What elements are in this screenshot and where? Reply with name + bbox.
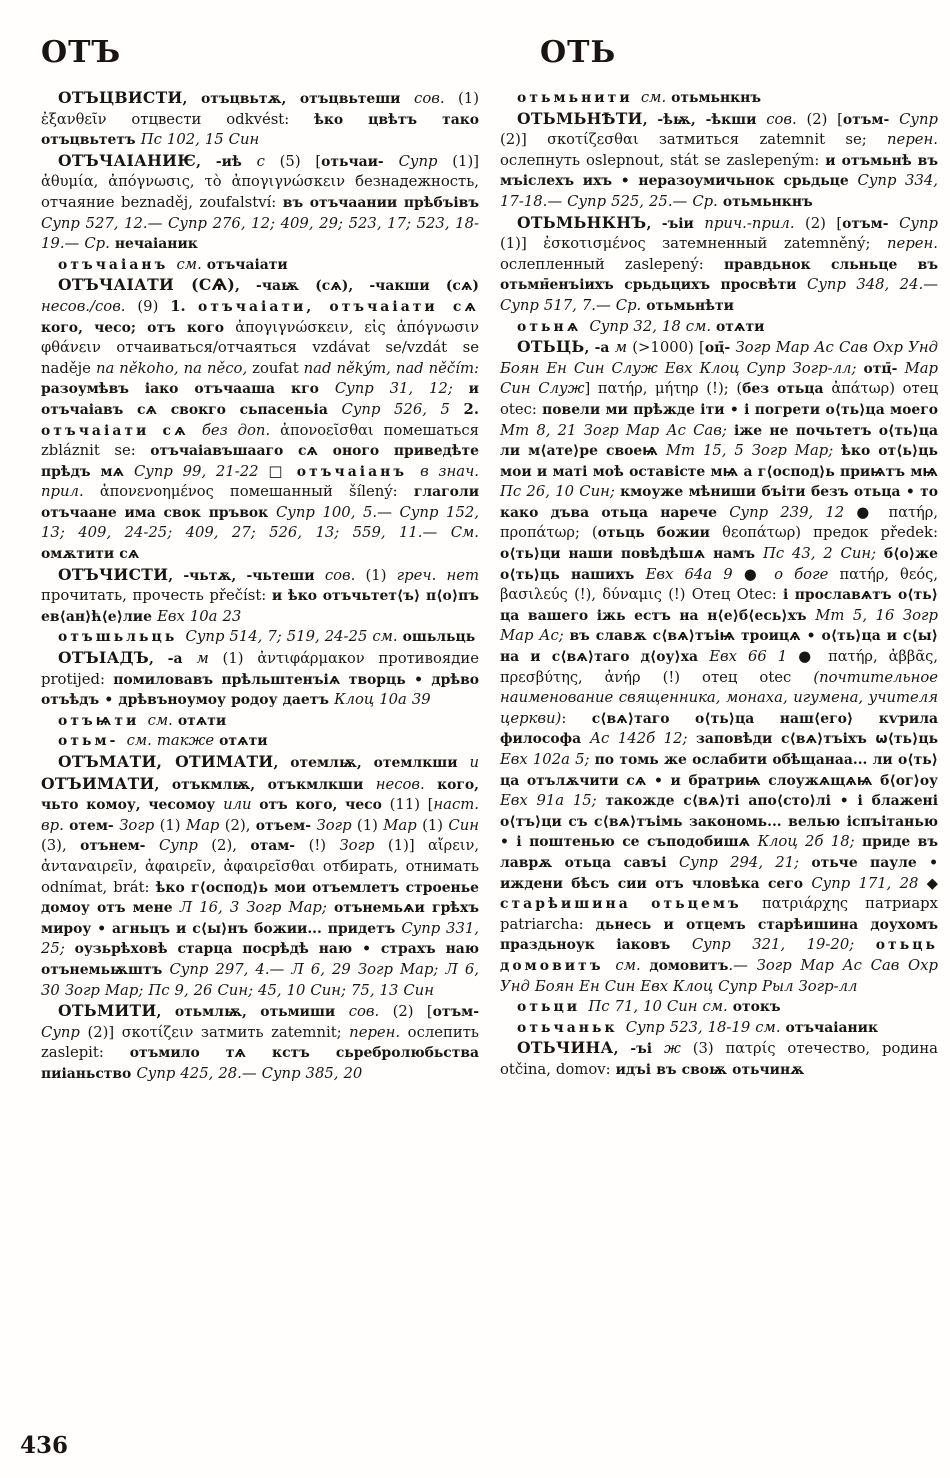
ocs-citation-text: , -а xyxy=(584,340,615,357)
ocs-citation-text: отъчаіати xyxy=(206,256,288,273)
ocs-citation-text: , отьмлѭ, отьмиши xyxy=(156,1004,349,1021)
running-head-right: ОТЬ xyxy=(540,35,617,70)
ocs-citation-text: разоумѣвъ іако отъчааша кго xyxy=(41,381,335,398)
ocs-citation-text: отъмило тѧ кстъ сьребролюбьства пиіаньство xyxy=(41,1045,479,1082)
greek-gloss: θεοπάτωρ xyxy=(722,524,796,542)
dictionary-entry xyxy=(500,213,938,317)
two-column-layout xyxy=(41,34,938,1085)
ocs-citation-text: помиловавъ прѣльштенъіѧ творць • дрѣво отъѣдъ • дрѣвъноумоу родоу даетъ xyxy=(41,671,480,709)
ocs-citation-text: приде въ лаврѫ отьца савъі xyxy=(500,834,938,871)
headword: ОТЪІАДЪ xyxy=(58,648,149,668)
ocs-citation-text: , -ъі xyxy=(613,1041,665,1058)
italic-label: см. xyxy=(615,956,650,974)
italic-label: см. xyxy=(147,711,178,729)
ocs-citation-text: , -иѣ xyxy=(196,153,257,170)
ocs-crossref-word: отьць домовитъ xyxy=(500,937,938,974)
roman-text: zoufat xyxy=(252,359,304,377)
roman-text: ослепленный zaslepený: xyxy=(500,255,724,273)
roman-text: ) отец otec: xyxy=(500,380,939,418)
italic-label: Зогр xyxy=(119,816,160,834)
greek-gloss: πατήρ, προπάτωρ; xyxy=(500,503,938,542)
ocs-citation-text: и ѣко отъчьтет⟨ъ⟩ п⟨о⟩пъ ев⟨ан⟩ћ⟨е⟩лие xyxy=(41,588,479,625)
roman-text: прочитать, прочесть přečíst: xyxy=(41,587,272,605)
roman-text: ] xyxy=(584,380,598,398)
roman-text: помешанный šílený: xyxy=(229,483,414,501)
roman-text: противоядие protijed: xyxy=(41,650,479,688)
dictionary-entry xyxy=(41,648,479,711)
sense-number: 2. xyxy=(463,400,479,418)
headword: ОТЪЧАІАНИѤ xyxy=(58,150,197,170)
roman-text: (2) [ xyxy=(806,110,843,128)
ocs-citation-text: , -ѣѭ, -ѣкши xyxy=(642,111,767,128)
ocs-citation-text: отънем- xyxy=(80,838,159,855)
italic-label: Мт 15, 5 Зогр Мар; xyxy=(665,442,842,460)
italic-label: и xyxy=(469,754,480,771)
roman-text: ослепнуть oslepnout, stát se zaslepeným: xyxy=(500,151,826,169)
roman-text: (2) [ xyxy=(392,1003,433,1021)
roman-text: затемненный zatemněný; xyxy=(662,235,888,253)
ocs-citation-text: отъчаіаник xyxy=(785,1019,879,1036)
ocs-citation-text: въ славѫ с⟨вѧ⟩тъіѩ троицѧ • о⟨ть⟩ца и с⟨ы⟩на и с⟨вѧ⟩таго д⟨оу⟩ха xyxy=(500,628,938,666)
ocs-citation-text: и отъмьнѣ въ мъіслехъ ихъ • неразоумичьнок срьдьце xyxy=(500,152,938,190)
greek-gloss: ἀπονοεῖσθαι xyxy=(280,421,384,439)
headword: ОТЪЧИСТИ xyxy=(58,564,169,584)
greek-gloss: ἐξανθεῖν xyxy=(41,110,132,128)
ocs-citation-text: въ отъчаании прѣбъівъ xyxy=(282,194,479,211)
headword: ОТЬМЬНѢТИ xyxy=(517,108,643,128)
cross-reference-entry xyxy=(500,88,938,109)
italic-label: na někoho, na něco, xyxy=(95,359,253,377)
ocs-citation-text: омѫтити сѧ xyxy=(41,546,140,563)
italic-label: м xyxy=(196,650,223,668)
italic-label: Мт 5, 16 Зогр Мар Ас; xyxy=(500,606,938,645)
ocs-citation-text: такожде с⟨вѧ⟩ті апо⟨сто⟩лі • і блажені о⟨тъ⟩ци съ с⟨вѧ⟩тъімь закономь... велью іспъітанью • і поштенью се съподобишѧ xyxy=(500,793,938,851)
italic-label: о боге xyxy=(774,565,840,583)
greek-gloss: πατήρ, μήτηρ xyxy=(597,380,707,398)
roman-text: (1) xyxy=(365,566,397,584)
roman-text: ◆ xyxy=(926,874,938,892)
italic-label: Супр 100, 5.— Супр 152, 13; 409, 24-25; 409, 27; 526, 13; 559, 11.— См. xyxy=(41,503,479,542)
italic-label: сов. xyxy=(766,110,807,128)
ocs-citation-text: домовитъ xyxy=(649,957,729,974)
roman-text: (1)] xyxy=(500,235,544,253)
ocs-citation-text: отѧти xyxy=(716,318,765,335)
greek-gloss: πατριάρχης xyxy=(762,895,866,913)
greek-gloss: ἀπάτωρ xyxy=(831,380,890,398)
italic-label: в знач. прил. xyxy=(41,462,479,501)
italic-label: Зогр Мар Ас Сав Охр Унд Боян Ен Син Служ Евх Клоц Супр Зогр-лл; xyxy=(500,339,938,377)
cross-reference-entry xyxy=(500,317,938,338)
ocs-citation-text: кмоуже мѣниши бъіти безъ отьца • то како дъва отьца нарече xyxy=(500,484,938,521)
left-column xyxy=(41,34,479,1085)
ocs-crossref-word: отьмьнити xyxy=(517,90,641,106)
ocs-citation-text: отъм- xyxy=(432,1004,480,1021)
italic-label: Клоц 2б 18; xyxy=(757,833,862,851)
italic-label: Пс 102, 15 Син xyxy=(140,131,260,149)
headword: ОТЪМАТИ, ОТИМАТИ xyxy=(58,752,274,771)
roman-text: □ xyxy=(268,462,297,480)
italic-label: Супр xyxy=(899,110,938,128)
roman-text: (11) [ xyxy=(389,796,434,814)
ocs-citation-text: отьчаи- xyxy=(321,153,399,170)
ocs-citation-text: идъі въ своѭ отьчинѫ xyxy=(615,1061,805,1078)
italic-label: см. xyxy=(640,89,672,106)
italic-label: перен. xyxy=(887,131,938,149)
ocs-crossref-word: отъчаіати сѧ xyxy=(41,422,202,439)
roman-text: (2) [ xyxy=(804,214,843,232)
ocs-citation-text: отокъ xyxy=(732,999,781,1016)
roman-text: (1) xyxy=(356,816,384,834)
roman-text: отцвести odkvést: xyxy=(131,110,315,128)
italic-label: несов./сов. xyxy=(41,297,138,315)
roman-text: ( xyxy=(591,524,598,542)
headword: ОТЪИМАТИ xyxy=(41,773,155,793)
ocs-citation-text: отъем- xyxy=(255,817,317,834)
italic-label: прич.-прил. xyxy=(704,214,805,232)
roman-text: (1)] xyxy=(387,837,429,855)
greek-gloss: ἀντιφάρμακον xyxy=(257,650,379,668)
italic-label: Пс 43, 2 Син; xyxy=(762,545,884,563)
italic-label: Евх 64а 9 xyxy=(645,565,744,583)
ocs-citation-text: правдьнок сльньце въ отьмн̄енъіихъ срьдьцихъ просвѣти xyxy=(500,256,938,294)
ocs-citation-text: отѧти xyxy=(177,712,227,729)
ocs-citation-text: отъ кого, чесо xyxy=(259,797,390,814)
roman-text: отбирать, отнимать odnímat, brát: xyxy=(41,857,479,896)
roman-text: ) предок předek: xyxy=(795,524,938,542)
ocs-citation-text: отъм- xyxy=(842,111,900,128)
roman-text: Отец Otec: xyxy=(691,586,783,604)
ocs-crossref-word: отъѩти xyxy=(58,712,148,729)
cross-reference-entry xyxy=(41,627,479,648)
ocs-citation-text: с⟨вѧ⟩таго о⟨ть⟩ца наш⟨его⟩ кѵрила философа xyxy=(500,710,938,748)
ocs-citation-text: заповѣди с⟨вѧ⟩тъіхъ ѡ⟨ть⟩ць xyxy=(696,731,939,748)
ocs-citation-text: ѣко от⟨ь⟩ць мои и маті моѣ оставісте мѩ а г⟨оспод⟩ь приѩтъ мѩ xyxy=(500,443,938,480)
roman-text: (5) [ xyxy=(279,152,322,170)
italic-label: см. также xyxy=(126,732,220,750)
ocs-citation-text: дьнесь и отцемъ старѣишина доухомъ праздьноук іаковъ xyxy=(500,916,938,954)
roman-text: (1) xyxy=(222,650,258,668)
italic-label: Супр 331, 25; xyxy=(41,919,479,958)
ocs-citation-text: отѧти xyxy=(219,733,268,750)
roman-text: (1) xyxy=(458,90,479,107)
ocs-citation-text: іже не почьтетъ о⟨ть⟩ца ли м⟨ате⟩ре своеѩ xyxy=(500,422,938,460)
greek-gloss: πατήρ, θεός, βασιλεύς (!), δύναμις (!) xyxy=(500,565,938,604)
ocs-crossref-word: отьци xyxy=(517,999,589,1016)
ocs-citation-text: кого, чьто комоу, чесомоу xyxy=(41,776,479,814)
italic-label: Супр 294, 21; xyxy=(678,853,812,871)
ocs-citation-text: ѣко г⟨оспод⟩ь мои отъемлетъ строенье домоу отъ мене xyxy=(41,879,479,917)
ocs-citation-text: і прославѧтъ о⟨ть⟩ца вашего іжь естъ на н⟨е⟩б⟨есь⟩хъ xyxy=(500,587,938,624)
ocs-citation-text: отъчаіавъшааго сѧ оного приведѣте прѣдъ мѧ xyxy=(41,443,479,480)
italic-label: Супр xyxy=(41,1023,88,1041)
ocs-citation-text: повели ми прѣжде іти • і погрети о⟨ть⟩ца моего xyxy=(542,401,938,418)
italic-label: Супр 425, 28.— Супр 385, 20 xyxy=(136,1064,363,1082)
italic-label: с xyxy=(256,152,280,170)
italic-label: Зогр xyxy=(316,816,357,834)
dictionary-entry xyxy=(500,1038,938,1080)
roman-text: затмить zatemnit; xyxy=(200,1023,350,1041)
ocs-citation-text: , -ъіи xyxy=(646,215,705,232)
greek-gloss: ἐσκοτισμένος xyxy=(543,235,663,253)
italic-label: Супр 239, 12 xyxy=(729,503,857,521)
roman-text: патриарх patriarcha: xyxy=(500,895,938,933)
roman-text: (1) xyxy=(159,816,186,834)
ocs-citation-text: отам- xyxy=(250,838,309,855)
ocs-citation-text: без отьца xyxy=(742,381,832,398)
greek-gloss: πατρίς xyxy=(725,1040,788,1058)
roman-text: (9) xyxy=(137,297,171,315)
ocs-citation-text: оузьрѣховѣ старца посрѣдѣ наю • страхъ наю отънемьѭштъ xyxy=(41,941,479,978)
italic-label: см. xyxy=(176,255,207,273)
italic-label: Евх 10а 23 xyxy=(157,607,242,625)
italic-label: перен. xyxy=(349,1023,408,1041)
left-column-entries xyxy=(41,88,479,1085)
roman-text: (!) отец otec xyxy=(662,668,814,686)
italic-label: Мар Син Служ xyxy=(500,359,939,398)
italic-label: Супр 31, 12; xyxy=(334,380,469,398)
italic-label: (почтительное наименование священника, монаха, игумена, учителя церкви) xyxy=(500,668,938,727)
italic-label: Мт 8, 21 Зогр Мар Ас Сав; xyxy=(500,421,734,439)
ocs-crossref-word: отъшьльць xyxy=(58,629,186,646)
italic-label: Евх 91а 15; xyxy=(500,792,606,810)
ocs-citation-text: отъм- xyxy=(842,215,900,232)
italic-label: без доп. xyxy=(201,421,281,439)
italic-label: Супр 527, 12.— Супр 276, 12; 409, 29; 523, 17; 523, 18-19.— Ср. xyxy=(41,214,479,253)
italic-label: Син xyxy=(448,816,479,834)
italic-label: греч. нет xyxy=(396,566,479,584)
roman-text: (3), xyxy=(41,837,81,855)
ocs-crossref-word: отьнѧ xyxy=(517,318,590,335)
italic-label: Супр 321, 19-20; xyxy=(691,936,876,954)
roman-text: (1)] xyxy=(452,152,479,170)
ocs-citation-text: и отъчаіавъ сѧ свокго сьпасеньіа xyxy=(41,381,479,418)
ocs-citation-text: кого, чесо; отъ кого xyxy=(41,319,236,336)
italic-label: Супр 514, 7; 519, 24-25 см. xyxy=(185,628,403,646)
roman-text: отечество, родина otčina, domov: xyxy=(500,1040,938,1078)
italic-label: несов. xyxy=(375,775,438,793)
italic-label: Клоц 10а 39 xyxy=(334,691,431,709)
headword: ОТЪЧАІАТИ (СѦ) xyxy=(58,275,236,295)
italic-label: .— Зогр Мар Ас Сав Охр Унд Боян Ен Син Евх Клоц Супр Рыл Зогр-лл xyxy=(500,956,938,995)
italic-label: ж xyxy=(664,1040,693,1058)
ocs-citation-text: нечаіаник xyxy=(114,236,198,253)
cross-reference-entry xyxy=(41,731,479,752)
headword: ОТЬМЬНКНЪ xyxy=(517,212,647,232)
roman-text: (!) xyxy=(308,837,340,855)
right-column xyxy=(500,34,938,1085)
dictionary-entry xyxy=(41,275,479,564)
ocs-citation-text: , -чаѭ (сѧ), -чакши (сѧ) xyxy=(235,278,479,295)
dictionary-entry xyxy=(41,88,479,151)
roman-text: ● xyxy=(798,648,829,666)
italic-label: Евх 66 1 xyxy=(709,648,799,666)
roman-text: (2), xyxy=(211,837,251,855)
italic-label: Пс 71, 10 Син см. xyxy=(588,998,733,1016)
ocs-crossref-word: отьм- xyxy=(58,733,127,750)
roman-text: отчаиваться/отчаяться vzdávat se/vzdát se naděje xyxy=(41,339,479,377)
dictionary-entry xyxy=(41,752,479,1001)
greek-gloss: ἀθυμία, ἀπόγνωσις, τὸ ἀπογιγνώσκειν xyxy=(41,173,356,191)
italic-label: Евх 102а 5; xyxy=(500,751,595,768)
ocs-crossref-word: отьчаньк xyxy=(517,1019,626,1036)
italic-label: сов. xyxy=(414,90,459,107)
roman-text: помешаться zbláznit se: xyxy=(41,421,479,460)
italic-label: сов. xyxy=(324,566,366,584)
roman-text: ослепить zaslepit: xyxy=(41,1023,479,1062)
page-number: 436 xyxy=(20,1432,69,1459)
roman-text: безнадежность, отчаяние beznaděj, zoufalství: xyxy=(41,173,479,211)
headword: ОТЬЦЬ xyxy=(517,337,585,357)
italic-label: Супр 523, 18-19 см. xyxy=(625,1018,786,1036)
headword: ОТЬМИТИ xyxy=(58,1001,157,1021)
italic-label: Супр 526, 5 xyxy=(341,400,464,418)
italic-label: сов. xyxy=(348,1003,393,1021)
dictionary-entry xyxy=(41,151,479,255)
ocs-crossref-word: отъчаіати, отъчаіати сѧ xyxy=(198,298,479,315)
ocs-citation-text: б⟨о⟩же о⟨ть⟩ць нашихъ xyxy=(500,546,938,583)
ocs-citation-text: глаголи отъчаане има свок пръвок xyxy=(41,484,479,521)
italic-label: Пс 26, 10 Син; xyxy=(500,483,621,501)
italic-label: Супр 334, 17-18.— Супр 525, 25.— Ср. xyxy=(500,172,938,210)
ocs-citation-text: оц̄- xyxy=(704,340,736,357)
running-head-left: ОТЪ xyxy=(41,35,122,70)
ocs-citation-text: отц̄- xyxy=(863,360,905,377)
cross-reference-entry xyxy=(500,1018,938,1039)
italic-label: Супр 171, 28 xyxy=(811,874,927,892)
ocs-citation-text: отьць божии xyxy=(597,525,723,542)
italic-label: Мар xyxy=(383,816,423,834)
greek-gloss: σκοτίζειν xyxy=(121,1023,201,1041)
roman-text: ● xyxy=(743,565,775,583)
ocs-citation-text: отем- xyxy=(69,817,120,834)
ocs-citation-text: ѣко цвѣтъ тако отъцвьтетъ xyxy=(41,111,479,149)
sense-number: 1. xyxy=(170,297,199,315)
roman-text: затмиться zatemnit se; xyxy=(658,131,888,149)
cross-reference-entry xyxy=(41,711,479,732)
roman-text: (!); ( xyxy=(706,380,743,398)
italic-label: Ас 142б 12; xyxy=(589,730,697,748)
dictionary-entry xyxy=(500,337,938,997)
italic-label: Супр 348, 24.— Супр 517, 7.— Ср. xyxy=(500,276,938,314)
roman-text: (3) xyxy=(692,1040,726,1058)
ocs-crossref-word: старѣишина отьцемъ xyxy=(500,896,763,913)
greek-gloss: σκοτίζεσθαι xyxy=(547,131,659,149)
italic-label: Супр 32, 18 см. xyxy=(589,317,717,335)
greek-gloss: πατήρ, ἀββᾶς, πρεσβύτης, ἀνήρ xyxy=(500,648,938,686)
greek-gloss: ἀπογιγνώσκειν, εἰς ἀπόγνωσιν φθάνειν xyxy=(41,318,479,357)
dictionary-entry xyxy=(500,109,938,213)
roman-text: (1) xyxy=(422,816,449,834)
roman-text: (2), xyxy=(224,816,256,834)
italic-label: Супр xyxy=(398,152,453,170)
ocs-citation-text: отънемьѧи грѣхъ мироу • агньцъ и с⟨ы⟩нъ божии... придетъ xyxy=(41,900,479,937)
cross-reference-entry xyxy=(41,255,479,276)
roman-text: (2)] xyxy=(500,131,548,149)
greek-gloss: αἴρειν, ἀνταναιρεῖν, ἀφαιρεῖν, ἀφαιρεῖσθαι xyxy=(41,837,479,875)
ocs-citation-text: , отъкмлѭ, отъкмлкши xyxy=(154,776,376,793)
headword: ОТЪЦВИСТИ xyxy=(58,88,183,107)
ocs-citation-text: отьче пауле • иждени бѣсъ сии отъ чловѣка сего xyxy=(500,854,938,892)
roman-text: (2)] xyxy=(87,1023,122,1041)
italic-label: Супр xyxy=(158,837,212,855)
ocs-citation-text: отьмьнѣти xyxy=(646,297,734,314)
italic-label: наст. вр. xyxy=(41,796,480,834)
ocs-citation-text: отьмьнкнъ xyxy=(671,90,761,106)
roman-text: (>1000) [ xyxy=(632,339,705,357)
ocs-citation-text: , отемлѭ, отемлкши xyxy=(273,755,470,771)
headword: ОТЬЧИНА xyxy=(517,1038,614,1058)
ocs-citation-text: , отъцвьтѫ, отъцвьтеши xyxy=(182,91,415,107)
italic-label: Супр 99, 21-22 xyxy=(133,462,269,480)
italic-label: м xyxy=(614,339,633,357)
roman-text: : xyxy=(561,709,592,727)
roman-text: ● xyxy=(856,503,889,521)
ocs-citation-text: , -а xyxy=(148,651,197,668)
ocs-citation-text: , -чьтѫ, -чьтеши xyxy=(168,567,325,584)
dictionary-entry xyxy=(41,565,479,628)
italic-label: Зогр xyxy=(339,837,388,855)
italic-label: Мар xyxy=(185,816,225,834)
italic-label: перен. xyxy=(887,235,938,253)
dictionary-entry xyxy=(41,1001,479,1084)
greek-gloss: ἀπονενοημένος xyxy=(99,483,230,501)
italic-label: Супр xyxy=(899,214,938,232)
ocs-crossref-word: отъчаіанъ xyxy=(58,256,177,273)
ocs-crossref-word: отъчаіанъ xyxy=(296,463,421,480)
italic-label: Л 16, 3 Зогр Мар; xyxy=(179,899,334,917)
italic-label: или xyxy=(223,796,260,814)
italic-label: Супр 297, 4.— Л 6, 29 Зогр Мар; Л 6, 30 Зогр Мар; Пс 9, 26 Син; 45, 10 Син; 75, 13 Син xyxy=(41,960,480,999)
right-column-entries xyxy=(500,88,938,1081)
ocs-citation-text: о⟨ть⟩ци наши повѣдѣшѧ намъ xyxy=(500,546,763,563)
ocs-citation-text: отьмьнкнъ xyxy=(722,193,813,210)
cross-reference-entry xyxy=(500,997,938,1018)
ocs-citation-text: по томь же ослабити обѣщанаа... ли о⟨ть⟩ца отълѫчити сѧ • и братриѩ слоужѧщѧѩ б⟨ог⟩оу xyxy=(500,752,938,789)
italic-label: nad někým, nad něčím: xyxy=(303,359,479,377)
ocs-citation-text: ошьльць xyxy=(402,629,476,646)
